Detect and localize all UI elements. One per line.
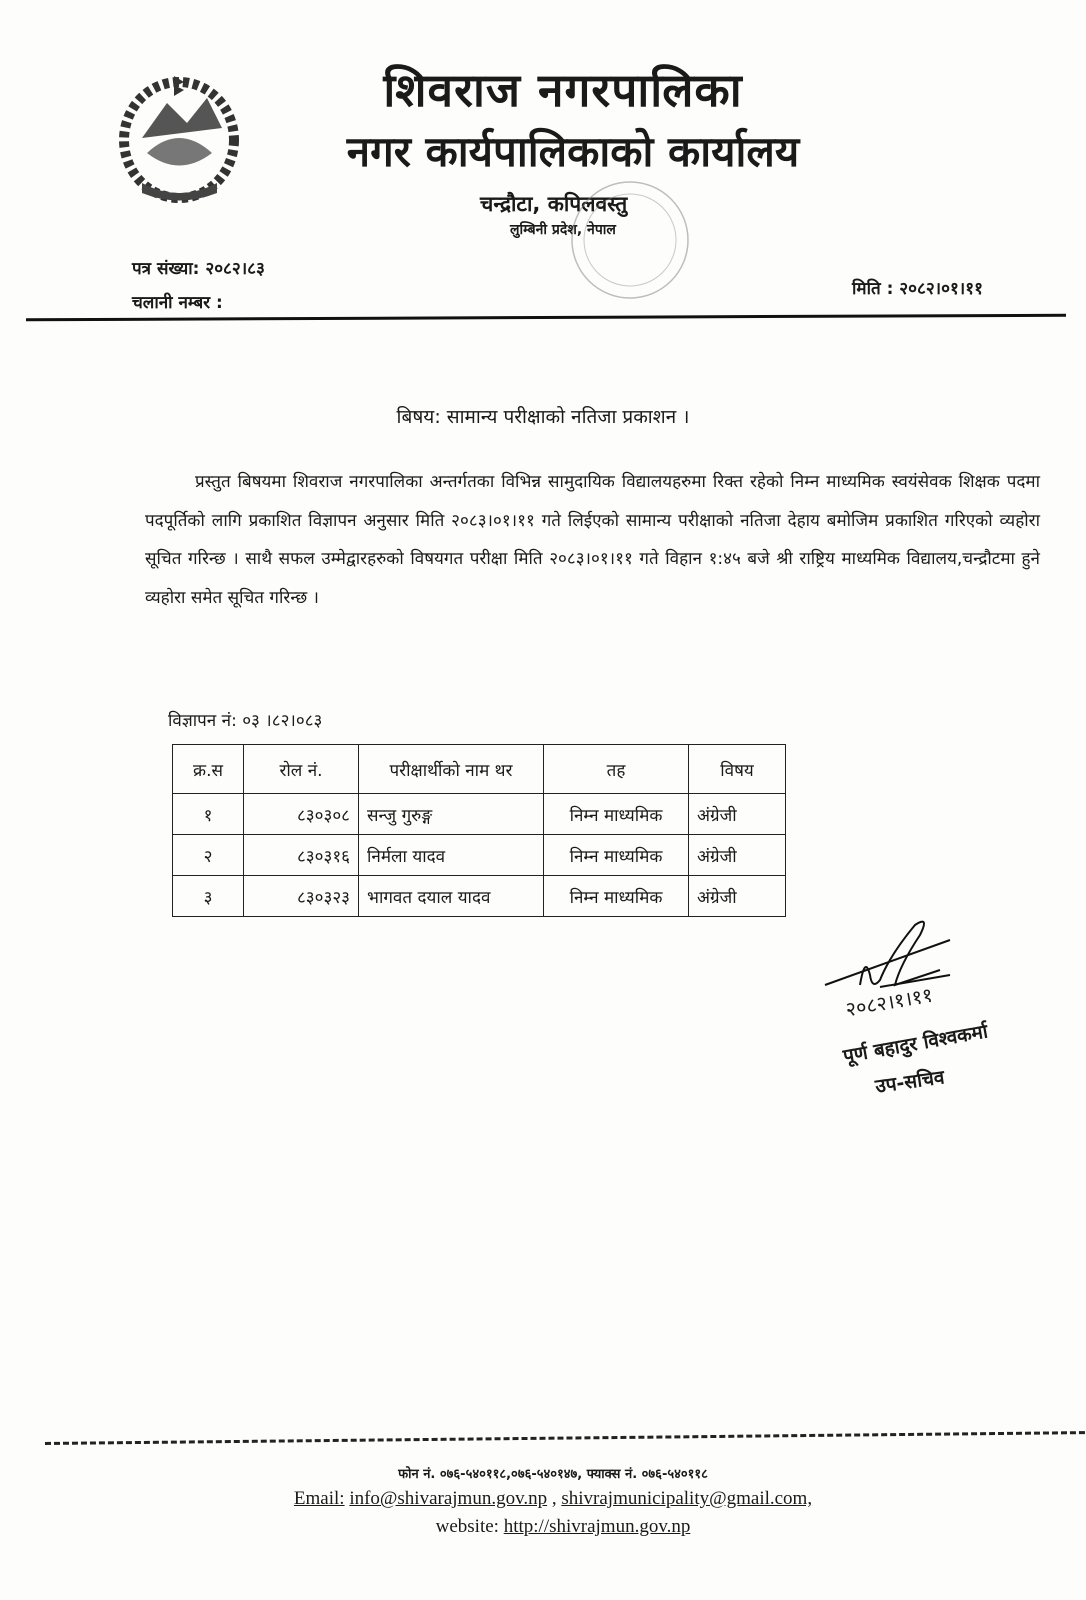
signature-date: २०८२।१।११ bbox=[843, 982, 935, 1022]
office-name: नगर कार्यपालिकाको कार्यालय bbox=[346, 127, 800, 176]
cell-roll-no: ८३०३०८ bbox=[244, 794, 359, 835]
advertisement-number: विज्ञापन नं: ०३ ।८२।०८३ bbox=[168, 711, 323, 731]
letter-date: मिति : २०८२।०१।११ bbox=[852, 279, 983, 299]
header-level: तह bbox=[544, 745, 689, 794]
footer-email-line bbox=[0, 1488, 1086, 1510]
cell-roll-no: ८३०३१६ bbox=[244, 835, 359, 876]
cell-level: निम्न माध्यमिक bbox=[544, 794, 689, 835]
cell-subject: अंग्रेजी bbox=[689, 794, 786, 835]
municipality-name: शिवराज नगरपालिका bbox=[383, 63, 743, 117]
footer-phone: फोन नं. ०७६-५४०११८,०७६-५४०१४७, फ्याक्स नं. ०७६-५४०११८ bbox=[398, 1467, 708, 1482]
cell-subject: अंग्रेजी bbox=[689, 835, 786, 876]
cell-level: निम्न माध्यमिक bbox=[544, 835, 689, 876]
signatory-designation: उप-सचिव bbox=[873, 1066, 946, 1098]
cell-serial: २ bbox=[173, 835, 244, 876]
table-row bbox=[173, 835, 786, 876]
website-label: website: bbox=[435, 1516, 499, 1537]
header-divider bbox=[26, 314, 1066, 322]
table-row bbox=[173, 794, 786, 835]
address-line-1: चन्द्रौटा, कपिलवस्तु bbox=[480, 192, 628, 216]
letter-number: पत्र संख्या: २०८२।८३ bbox=[132, 259, 265, 279]
cell-serial: ३ bbox=[173, 876, 244, 917]
address-line-2: लुम्बिनी प्रदेश, नेपाल bbox=[510, 222, 616, 238]
header-candidate-name: परीक्षार्थीको नाम थर bbox=[359, 745, 544, 794]
cell-subject: अंग्रेजी bbox=[689, 876, 786, 917]
results-table bbox=[172, 744, 786, 917]
table-row bbox=[173, 876, 786, 917]
cell-roll-no: ८३०३२३ bbox=[244, 876, 359, 917]
email-link-2[interactable]: shivrajmunicipality@gmail.com, bbox=[561, 1488, 813, 1509]
signatory-name: पूर्ण बहादुर विश्वकर्मा bbox=[841, 1020, 990, 1068]
email-label: Email: bbox=[293, 1488, 345, 1509]
body-paragraph bbox=[145, 463, 1040, 617]
office-stamp-icon bbox=[560, 170, 700, 310]
cell-candidate-name: निर्मला यादव bbox=[359, 835, 544, 876]
subject-line: बिषय: सामान्य परीक्षाको नतिजा प्रकाशन । bbox=[396, 406, 690, 428]
body-text: प्रस्तुत बिषयमा शिवराज नगरपालिका अन्तर्गतका विभिन्न सामुदायिक विद्यालयहरुमा रिक्त रहेको निम्न माध्यमिक स्वयंसेवक शिक्षक पदमा पदपूर्तिको लागि प्रकाशित विज्ञापन अनुसार मिति २०८३।०१।११ गते लिईएको सामान्य परीक्षाको नतिजा देहाय बमोजिम प्रकाशित गरिएको व्यहोरा सूचित गरिन्छ । साथै सफल उम्मेद्वारहरुको विषयगत परीक्षा मिति २०८३।०१।११ गते विहान १:४५ बजे श्री राष्ट्रिय माध्यमिक विद्यालय,चन्द्रौटमा हुने व्यहोरा समेत सूचित गरिन्छ । bbox=[145, 472, 1040, 608]
cell-serial: १ bbox=[173, 794, 244, 835]
header-roll-no: रोल नं. bbox=[244, 745, 359, 794]
cell-candidate-name: भागवत दयाल यादव bbox=[359, 876, 544, 917]
footer-divider bbox=[45, 1431, 1085, 1445]
header-subject: विषय bbox=[689, 745, 786, 794]
email-separator: , bbox=[551, 1488, 557, 1509]
cell-level: निम्न माध्यमिक bbox=[544, 876, 689, 917]
dispatch-number: चलानी नम्बर : bbox=[132, 293, 223, 313]
footer-website-line bbox=[0, 1516, 1086, 1538]
website-link[interactable]: http://shivrajmun.gov.np bbox=[503, 1516, 691, 1537]
cell-candidate-name: सन्जु गुरुङ्ग bbox=[359, 794, 544, 835]
table-header-row bbox=[173, 745, 786, 794]
email-link-1[interactable]: info@shivarajmun.gov.np bbox=[349, 1488, 548, 1509]
header-serial: क्र.स bbox=[173, 745, 244, 794]
